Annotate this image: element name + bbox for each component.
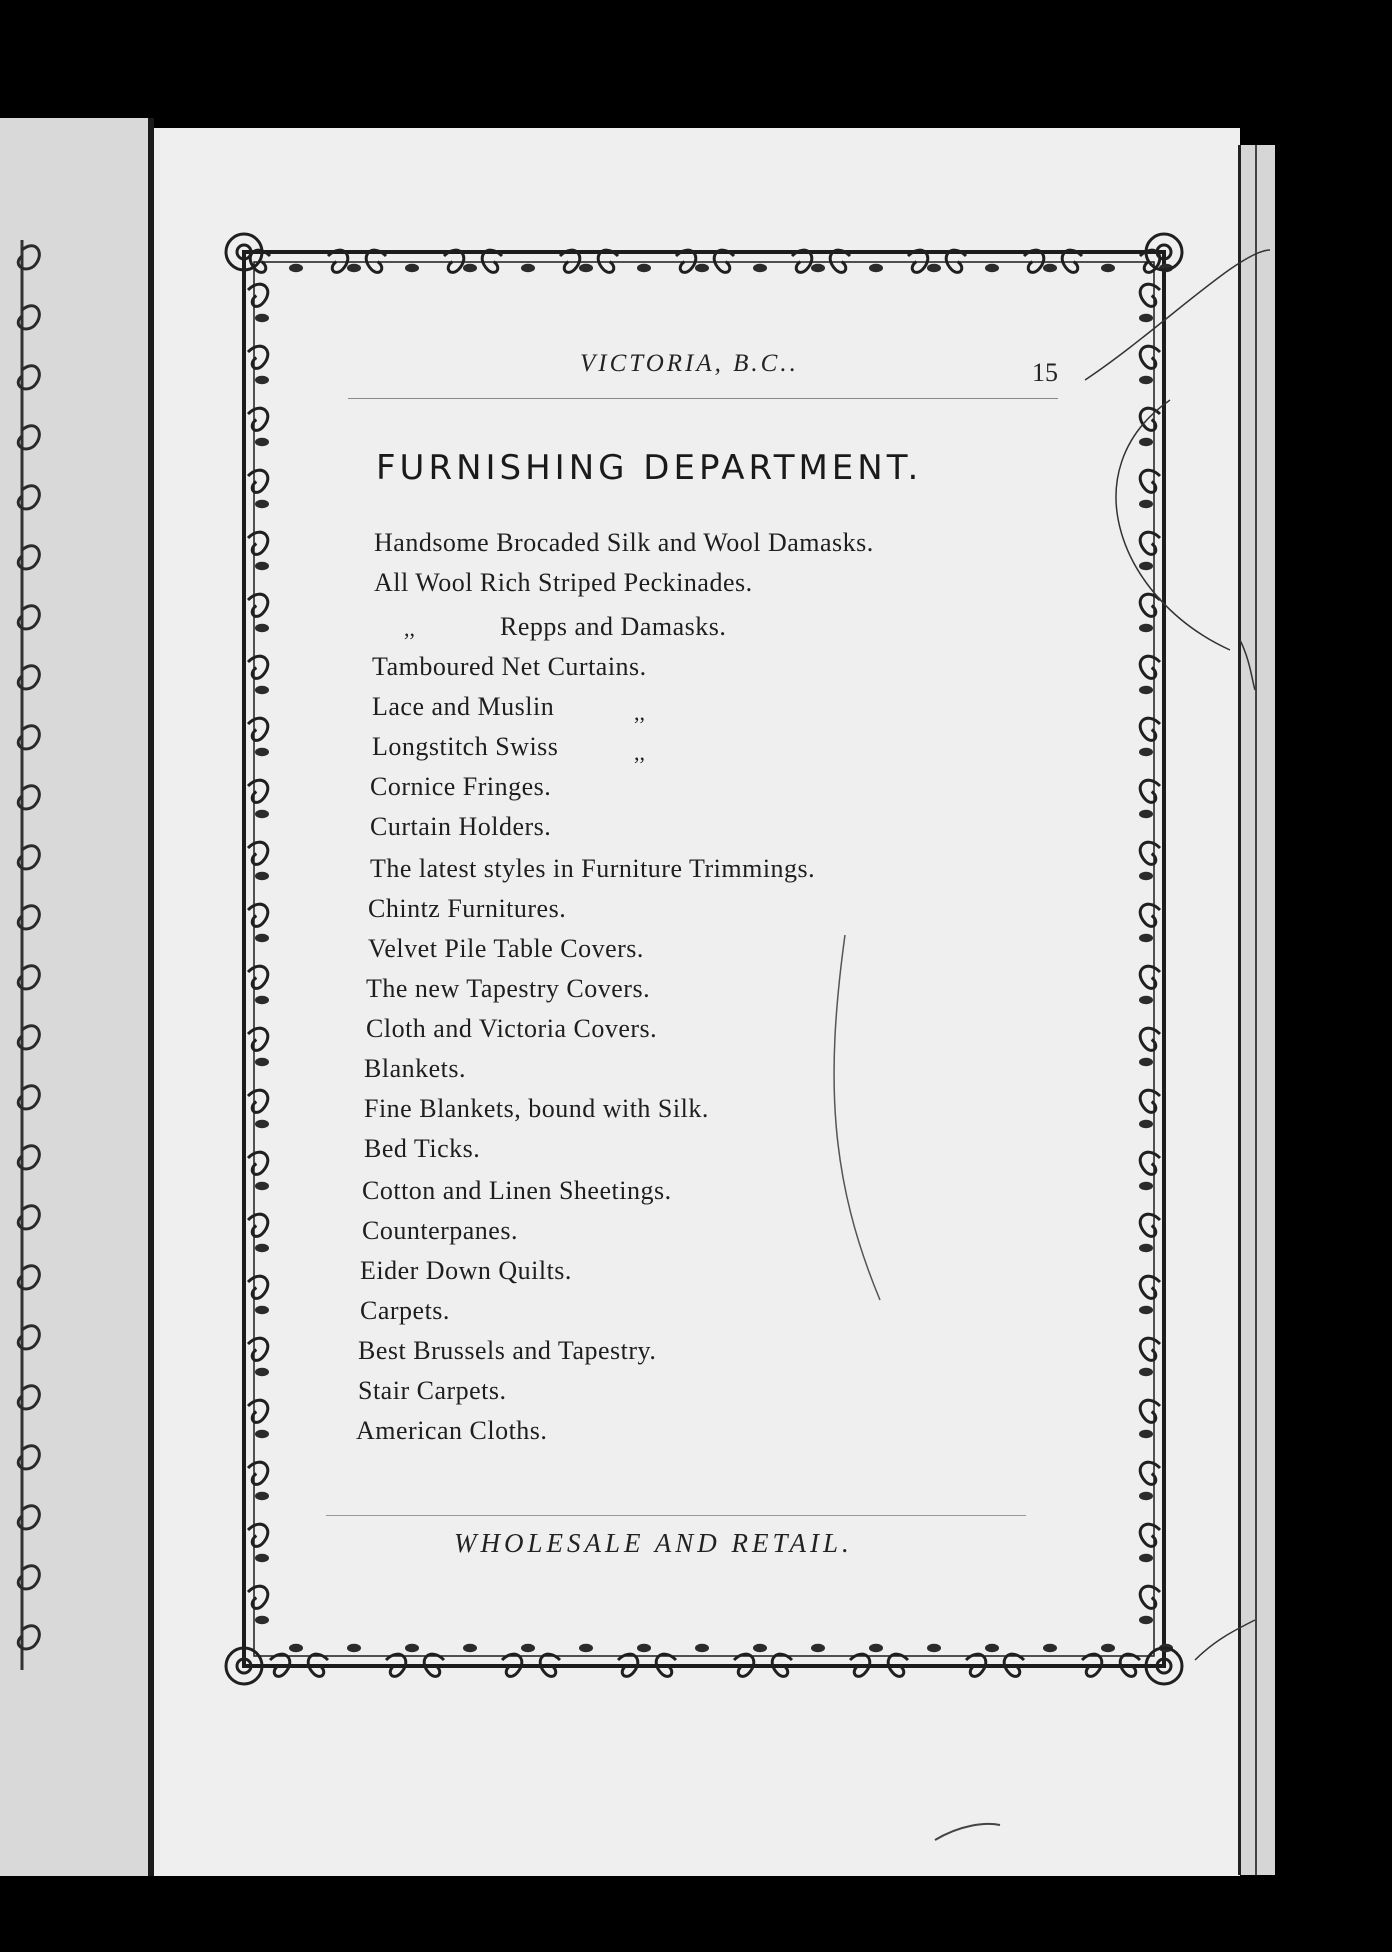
leaf-ornament bbox=[637, 1644, 651, 1652]
vine-scroll-ornament bbox=[248, 470, 268, 492]
list-item: Stair Carpets. bbox=[358, 1376, 507, 1405]
vine-scroll-ornament bbox=[248, 966, 268, 988]
vine-scroll-ornament bbox=[1140, 1152, 1160, 1174]
leaf-ornament bbox=[579, 264, 593, 272]
vine-scroll-ornament bbox=[248, 1276, 268, 1298]
leaf-ornament bbox=[811, 264, 825, 272]
list-item: The latest styles in Furniture Trimmings. bbox=[370, 854, 816, 883]
vine-scroll-ornament bbox=[1140, 346, 1160, 368]
leaf-ornament bbox=[1139, 438, 1153, 446]
vine-scroll-ornament bbox=[248, 284, 268, 306]
vine-scroll-ornament bbox=[1140, 1090, 1160, 1112]
list-item: The new Tapestry Covers. bbox=[366, 974, 651, 1003]
leaf-ornament bbox=[255, 562, 269, 570]
leaf-ornament bbox=[1043, 264, 1057, 272]
leaf-ornament bbox=[1139, 1616, 1153, 1624]
vine-scroll-ornament bbox=[1140, 1338, 1160, 1360]
list-item: Eider Down Quilts. bbox=[360, 1256, 572, 1285]
leaf-ornament bbox=[255, 1306, 269, 1314]
leaf-ornament bbox=[463, 1644, 477, 1652]
vine-scroll-ornament bbox=[248, 346, 268, 368]
vine-scroll-ornament bbox=[1140, 842, 1160, 864]
leaf-ornament bbox=[1139, 376, 1153, 384]
vine-scroll-ornament bbox=[248, 1214, 268, 1236]
leaf-ornament bbox=[1139, 748, 1153, 756]
vine-scroll-ornament bbox=[1140, 1276, 1160, 1298]
leaf-ornament bbox=[1139, 1306, 1153, 1314]
vine-scroll-ornament bbox=[248, 594, 268, 616]
list-item: Fine Blankets, bound with Silk. bbox=[364, 1094, 709, 1123]
list-item: Cornice Fringes. bbox=[370, 772, 552, 801]
leaf-ornament bbox=[985, 1644, 999, 1652]
leaf-ornament bbox=[1043, 1644, 1057, 1652]
list-item: Curtain Holders. bbox=[370, 812, 552, 841]
leaf-ornament bbox=[927, 264, 941, 272]
leaf-ornament bbox=[255, 1244, 269, 1252]
leaf-ornament bbox=[1101, 1644, 1115, 1652]
leaf-ornament bbox=[255, 1492, 269, 1500]
vine-scroll-ornament bbox=[248, 1338, 268, 1360]
leaf-ornament bbox=[255, 1616, 269, 1624]
list-item: Chintz Furnitures. bbox=[368, 894, 567, 923]
vine-scroll-ornament bbox=[248, 656, 268, 678]
vine-scroll-ornament bbox=[1140, 1524, 1160, 1546]
vine-scroll-ornament bbox=[248, 780, 268, 802]
leaf-ornament bbox=[695, 1644, 709, 1652]
list-item: Longstitch Swiss bbox=[372, 732, 559, 761]
leaf-ornament bbox=[289, 1644, 303, 1652]
leaf-ornament bbox=[347, 1644, 361, 1652]
leaf-ornament bbox=[1139, 810, 1153, 818]
leaf-ornament bbox=[1139, 1120, 1153, 1128]
leaf-ornament bbox=[1139, 314, 1153, 322]
leaf-ornament bbox=[869, 264, 883, 272]
vine-scroll-ornament bbox=[1140, 470, 1160, 492]
running-head: VICTORIA, B.C.. bbox=[580, 350, 799, 377]
footer-rule bbox=[326, 1515, 1026, 1516]
leaf-ornament bbox=[695, 264, 709, 272]
leaf-ornament bbox=[289, 264, 303, 272]
header-rule bbox=[348, 398, 1058, 399]
vine-scroll-ornament bbox=[248, 1028, 268, 1050]
leaf-ornament bbox=[1139, 1244, 1153, 1252]
vine-scroll-ornament bbox=[248, 1400, 268, 1422]
leaf-ornament bbox=[1139, 1554, 1153, 1562]
leaf-ornament bbox=[255, 314, 269, 322]
vine-scroll-ornament bbox=[248, 904, 268, 926]
vine-scroll-ornament bbox=[1140, 780, 1160, 802]
vine-scroll-ornament bbox=[248, 1524, 268, 1546]
leaf-ornament bbox=[1139, 934, 1153, 942]
list-item: Counterpanes. bbox=[362, 1216, 518, 1245]
vine-scroll-ornament bbox=[1140, 408, 1160, 430]
leaf-ornament bbox=[1139, 1368, 1153, 1376]
vine-scroll-ornament bbox=[248, 1462, 268, 1484]
leaf-ornament bbox=[521, 264, 535, 272]
vine-scroll-ornament bbox=[248, 718, 268, 740]
page-number: 15 bbox=[1032, 358, 1058, 387]
vine-scroll-ornament bbox=[248, 532, 268, 554]
vine-scroll-ornament bbox=[1140, 1400, 1160, 1422]
leaf-ornament bbox=[255, 500, 269, 508]
leaf-ornament bbox=[521, 1644, 535, 1652]
leaf-ornament bbox=[255, 934, 269, 942]
list-item: American Cloths. bbox=[356, 1416, 548, 1445]
vine-scroll-ornament bbox=[1140, 594, 1160, 616]
ditto-mark: ,, bbox=[404, 616, 415, 641]
footer-text: WHOLESALE AND RETAIL. bbox=[454, 1528, 853, 1558]
leaf-ornament bbox=[463, 264, 477, 272]
leaf-ornament bbox=[255, 1368, 269, 1376]
leaf-ornament bbox=[811, 1644, 825, 1652]
list-item: All Wool Rich Striped Peckinades. bbox=[374, 568, 753, 597]
leaf-ornament bbox=[1101, 264, 1115, 272]
list-item: Repps and Damasks. bbox=[500, 612, 727, 641]
list-item: Velvet Pile Table Covers. bbox=[368, 934, 644, 963]
leaf-ornament bbox=[1139, 686, 1153, 694]
leaf-ornament bbox=[255, 810, 269, 818]
vine-scroll-ornament bbox=[248, 1586, 268, 1608]
list-item: Carpets. bbox=[360, 1296, 450, 1325]
list-item: Blankets. bbox=[364, 1054, 466, 1083]
leaf-ornament bbox=[637, 264, 651, 272]
vine-scroll-ornament bbox=[1140, 1028, 1160, 1050]
leaf-ornament bbox=[1139, 1058, 1153, 1066]
leaf-ornament bbox=[579, 1644, 593, 1652]
leaf-ornament bbox=[255, 1058, 269, 1066]
leaf-ornament bbox=[255, 872, 269, 880]
leaf-ornament bbox=[405, 264, 419, 272]
leaf-ornament bbox=[255, 1120, 269, 1128]
vine-scroll-ornament bbox=[1140, 966, 1160, 988]
list-item: Tamboured Net Curtains. bbox=[372, 652, 647, 681]
leaf-ornament bbox=[405, 1644, 419, 1652]
leaf-ornament bbox=[255, 686, 269, 694]
leaf-ornament bbox=[255, 1554, 269, 1562]
ditto-mark: ,, bbox=[634, 700, 645, 725]
list-item: Bed Ticks. bbox=[364, 1134, 481, 1163]
vine-scroll-ornament bbox=[1140, 1586, 1160, 1608]
leaf-ornament bbox=[255, 376, 269, 384]
vine-scroll-ornament bbox=[1140, 284, 1160, 306]
leaf-ornament bbox=[1139, 1182, 1153, 1190]
leaf-ornament bbox=[1139, 624, 1153, 632]
list-item: Handsome Brocaded Silk and Wool Damasks. bbox=[374, 528, 874, 557]
vine-scroll-ornament bbox=[1140, 532, 1160, 554]
vine-scroll-ornament bbox=[248, 1090, 268, 1112]
vine-scroll-ornament bbox=[1140, 1462, 1160, 1484]
list-item: Cloth and Victoria Covers. bbox=[366, 1014, 658, 1043]
leaf-ornament bbox=[255, 748, 269, 756]
leaf-ornament bbox=[1139, 1430, 1153, 1438]
leaf-ornament bbox=[927, 1644, 941, 1652]
leaf-ornament bbox=[255, 996, 269, 1004]
leaf-ornament bbox=[347, 264, 361, 272]
vine-scroll-ornament bbox=[1140, 718, 1160, 740]
leaf-ornament bbox=[1139, 500, 1153, 508]
leaf-ornament bbox=[869, 1644, 883, 1652]
list-item: Cotton and Linen Sheetings. bbox=[362, 1176, 672, 1205]
leaf-ornament bbox=[255, 438, 269, 446]
leaf-ornament bbox=[1139, 562, 1153, 570]
leaf-ornament bbox=[985, 264, 999, 272]
section-heading: FURNISHING DEPARTMENT. bbox=[376, 448, 923, 488]
vine-scroll-ornament bbox=[248, 1152, 268, 1174]
ditto-mark: ,, bbox=[634, 740, 645, 765]
list-item: Lace and Muslin bbox=[372, 692, 555, 721]
vine-scroll-ornament bbox=[1140, 904, 1160, 926]
leaf-ornament bbox=[1139, 872, 1153, 880]
leaf-ornament bbox=[255, 1182, 269, 1190]
leaf-ornament bbox=[1139, 1492, 1153, 1500]
leaf-ornament bbox=[255, 624, 269, 632]
leaf-ornament bbox=[255, 1430, 269, 1438]
leaf-ornament bbox=[753, 1644, 767, 1652]
leaf-ornament bbox=[753, 264, 767, 272]
vine-scroll-ornament bbox=[1140, 656, 1160, 678]
vine-scroll-ornament bbox=[248, 408, 268, 430]
vine-scroll-ornament bbox=[248, 842, 268, 864]
vine-scroll-ornament bbox=[1140, 1214, 1160, 1236]
list-item: Best Brussels and Tapestry. bbox=[358, 1336, 657, 1365]
leaf-ornament bbox=[1139, 996, 1153, 1004]
